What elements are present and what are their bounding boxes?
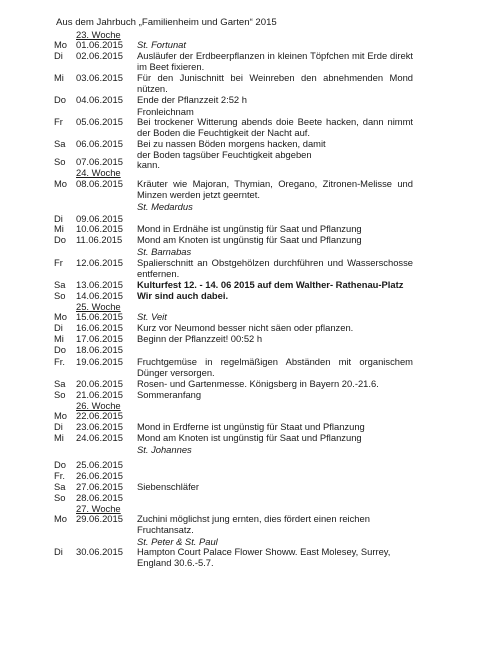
entry-date: 25.06.2015	[76, 459, 123, 470]
week-heading-25: 25. Woche	[76, 301, 121, 312]
entry-date: 03.06.2015	[76, 72, 123, 83]
entry-date: 08.06.2015	[76, 178, 123, 189]
entry-text: Fruchtgemüse in regelmäßigen Abständen mit organischem Dünger versorgen.	[137, 356, 413, 378]
entry-text: Mond am Knoten ist ungünstig für Saat und Pflanzung	[137, 432, 362, 443]
entry-date: 30.06.2015	[76, 546, 123, 557]
entry-text: Ausläufer der Erdbeerpflanzen in kleinen Töpfchen mit Erde direkt im Beet fixieren.	[137, 50, 413, 72]
entry-day: Di	[54, 213, 63, 224]
entry-day: Fr	[54, 257, 63, 268]
entry-date: 07.06.2015	[76, 156, 123, 167]
entry-saint: St. Peter & St. Paul	[137, 536, 218, 547]
entry-date: 29.06.2015	[76, 513, 123, 524]
week-heading-24: 24. Woche	[76, 167, 121, 178]
entry-date: 15.06.2015	[76, 311, 123, 322]
entry-day: Do	[54, 94, 66, 105]
entry-date: 01.06.2015	[76, 39, 123, 50]
entry-text: Ende der Pflanzzeit 2:52 h	[137, 94, 247, 105]
entry-date: 22.06.2015	[76, 410, 123, 421]
entry-text: Spalierschnitt an Obstgehölzen durchführen und Wasserschosse entfernen.	[137, 257, 413, 279]
entry-text: Mond in Erdferne ist ungünstig für Staat und Pflanzung	[137, 421, 365, 432]
entry-saint: St. Fortunat	[137, 39, 186, 50]
entry-date: 16.06.2015	[76, 322, 123, 333]
entry-text: Beginn der Pflanzzeit! 00:52 h	[137, 333, 263, 344]
entry-saint: St. Barnabas	[137, 246, 192, 257]
entry-date: 28.06.2015	[76, 492, 123, 503]
entry-text: Kurz vor Neumond besser nicht säen oder pflanzen.	[137, 322, 354, 333]
entry-date: 19.06.2015	[76, 356, 123, 367]
entry-day: So	[54, 156, 66, 167]
entry-date: 17.06.2015	[76, 333, 123, 344]
entry-text: Rosen- und Gartenmesse. Königsberg in Bayern 20.-21.6.	[137, 378, 379, 389]
entry-day: Sa	[54, 481, 66, 492]
entry-day: So	[54, 492, 66, 503]
entry-saint: St. Medardus	[137, 201, 193, 212]
entry-saint: St. Veit	[137, 311, 167, 322]
entry-text: Bei trockener Witterung abends doie Beete hacken, dann nimmt der Boden die Feuchtigkeit der Nacht auf.	[137, 116, 413, 138]
entry-date: 06.06.2015	[76, 138, 123, 149]
entry-text: Kräuter wie Majoran, Thymian, Oregano, Zitronen-Melisse und Minzen werden jetzt geerntet.	[137, 178, 413, 200]
entry-day: Mo	[54, 410, 68, 421]
entry-day: Fr.	[54, 470, 65, 481]
entry-day: Mi	[54, 333, 64, 344]
entry-day: Mi	[54, 72, 64, 83]
entry-text: Hampton Court Palace Flower Showw. East Molesey, Surrey, England 30.6.-5.7.	[137, 546, 391, 568]
entry-day: Di	[54, 322, 63, 333]
entry-day: So	[54, 389, 66, 400]
entry-day: Sa	[54, 138, 66, 149]
entry-day: Sa	[54, 378, 66, 389]
entry-date: 23.06.2015	[76, 421, 123, 432]
entry-day: Do	[54, 234, 66, 245]
entry-saint: St. Johannes	[137, 444, 192, 455]
entry-day: Do	[54, 459, 66, 470]
entry-day: Do	[54, 344, 66, 355]
entry-text: Bei zu nassen Böden morgens hacken, damit der Boden tagsüber Feuchtigkeit abgeben kann.	[137, 138, 326, 170]
entry-date: 04.06.2015	[76, 94, 123, 105]
entry-day: So	[54, 290, 66, 301]
week-heading-27: 27. Woche	[76, 503, 121, 514]
entry-day: Mo	[54, 39, 68, 50]
entry-day: Di	[54, 50, 63, 61]
entry-text: Mond am Knoten ist ungünstig für Saat und Pflanzung	[137, 234, 362, 245]
entry-day: Fr.	[54, 356, 65, 367]
week-heading-23: 23. Woche	[76, 29, 121, 40]
entry-day: Mo	[54, 311, 68, 322]
entry-day: Mo	[54, 178, 68, 189]
entry-day: Mi	[54, 432, 64, 443]
entry-date: 24.06.2015	[76, 432, 123, 443]
entry-day: Di	[54, 421, 63, 432]
entry-text: Zuchini möglichst jung ernten, dies fördert einen reichen Fruchtansatz.	[137, 513, 370, 535]
entry-text: Für den Junischnitt bei Weinreben den abnehmenden Mond nützen.	[137, 72, 413, 94]
entry-day: Di	[54, 546, 63, 557]
entry-date: 05.06.2015	[76, 116, 123, 127]
entry-date: 14.06.2015	[76, 290, 123, 301]
entry-text: Mond in Erdnähe ist ungünstig für Saat und Pflanzung	[137, 223, 362, 234]
entry-date: 09.06.2015	[76, 213, 123, 224]
entry-text: Siebenschläfer	[137, 481, 200, 492]
entry-event-bold: Wir sind auch dabei.	[137, 290, 229, 301]
entry-day: Fr	[54, 116, 63, 127]
entry-date: 18.06.2015	[76, 344, 123, 355]
entry-day: Mo	[54, 513, 68, 524]
entry-event-bold: Kulturfest 12. - 14. 06 2015 auf dem Walther- Rathenau-Platz	[137, 279, 404, 290]
week-heading-26: 26. Woche	[76, 400, 121, 411]
entry-day: Sa	[54, 279, 66, 290]
entry-date: 21.06.2015	[76, 389, 123, 400]
entry-date: 11.06.2015	[76, 234, 123, 245]
entry-date: 02.06.2015	[76, 50, 123, 61]
entry-date: 12.06.2015	[76, 257, 123, 268]
document-title: Aus dem Jahrbuch „Familienheim und Garten“ 2015	[56, 17, 277, 28]
entry-date: 26.06.2015	[76, 470, 123, 481]
entry-date: 13.06.2015	[76, 279, 123, 290]
entry-text: Sommeranfang	[137, 389, 202, 400]
entry-date: 20.06.2015	[76, 378, 123, 389]
entry-date: 10.06.2015	[76, 223, 123, 234]
entry-day: Mi	[54, 223, 64, 234]
entry-holiday: Fronleichnam	[137, 106, 194, 117]
entry-date: 27.06.2015	[76, 481, 123, 492]
